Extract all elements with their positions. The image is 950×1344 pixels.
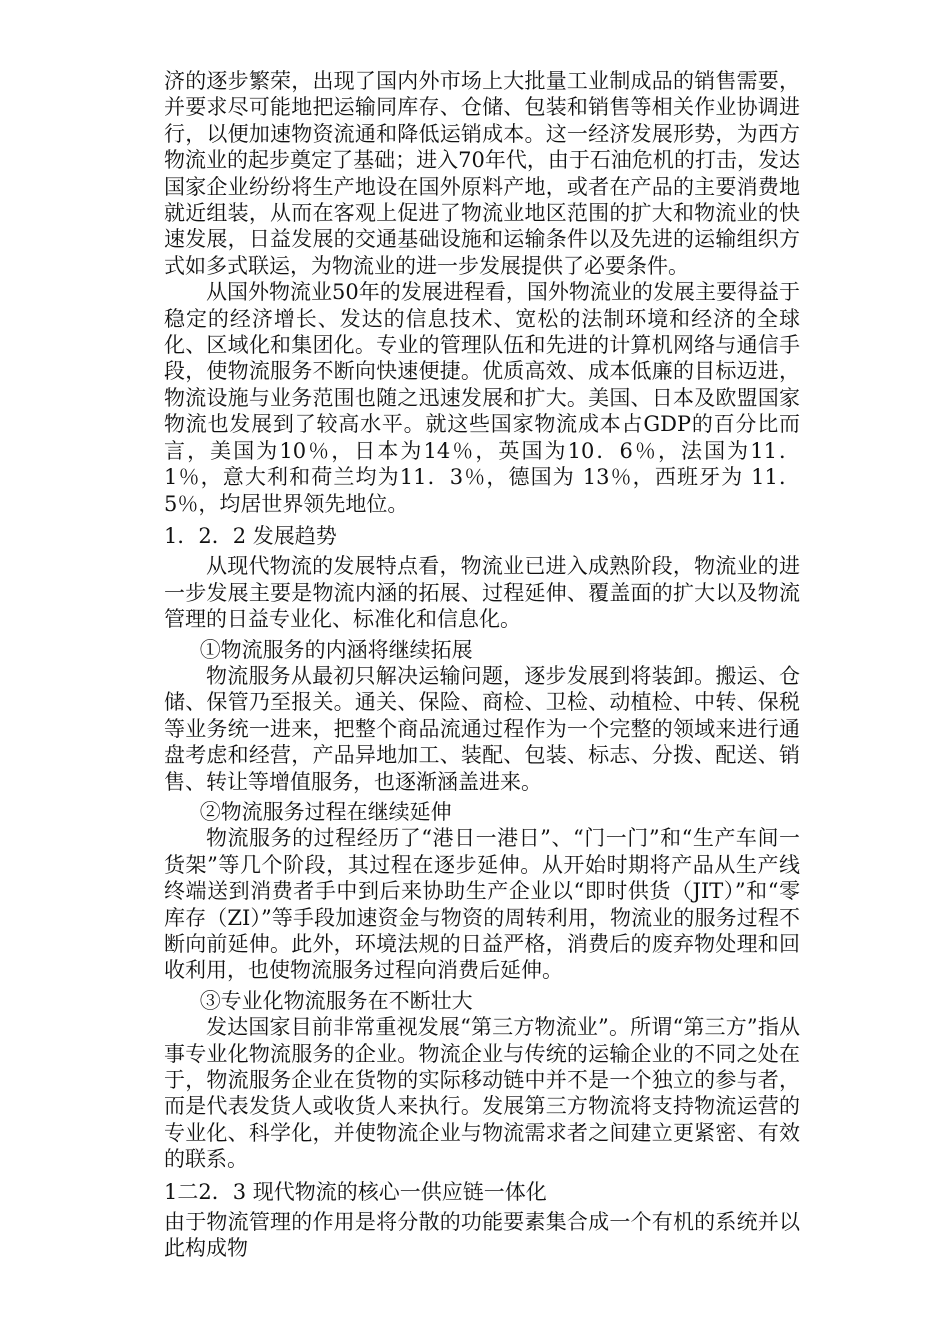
document-page bbox=[164, 68, 800, 1262]
subheading-specialized-services-growth: ③专业化物流服务在不断壮大 bbox=[199, 988, 473, 1013]
paragraph-service-process: 物流服务的过程经历了“港日一港日”、“门一门”和“生产车间一货架”等几个阶段，其过程在逐步延伸。从开始时期将产品从生产线终端送到消费者手中到后来协助生产企业以“即时供货（JIT）”和“零库存（ZI）”等手段加速资金与物资的周转利用，物流业的服务过程不断向前延伸。此外，环境法规的日益严格，消费后的废弃物处理和回收利用，也使物流服务过程向消费后延伸。 bbox=[164, 826, 800, 983]
paragraph-supply-chain-intro: 由于物流管理的作用是将分散的功能要素集合成一个有机的系统并以此构成物 bbox=[164, 1210, 800, 1261]
paragraph-third-party-logistics: 发达国家目前非常重视发展“第三方物流业”。所谓“第三方”指从事专业化物流服务的企业。物流企业与传统的运输企业的不同之处在于，物流服务企业在货物的实际移动链中并不是一个独立的参与者，而是代表发货人或收货人来执行。发展第三方物流将支持物流运营的专业化、科学化，并使物流企业与物流需求者之间建立更紧密、有效的联系。 bbox=[164, 1015, 800, 1172]
subheading-service-scope-expansion: ①物流服务的内涵将继续拓展 bbox=[199, 637, 473, 662]
section-heading-development-trend: 1．2．2 发展趋势 bbox=[164, 523, 337, 548]
section-heading-supply-chain-integration: 1二2．3 现代物流的核心一供应链一体化 bbox=[164, 1179, 547, 1204]
paragraph-service-scope: 物流服务从最初只解决运输问题，逐步发展到将装卸。搬运、仓储、保管乃至报关。通关、保险、商检、卫检、动植检、中转、保税等业务统一进来，把整个商品流通过程作为一个完整的领域来进行通盘考虑和经营，产品异地加工、装配、包装、标志、分拨、配送、销售、转让等增值服务，也逐渐涵盖进来。 bbox=[164, 663, 800, 794]
paragraph-intro-continuation: 济的逐步繁荣，出现了国内外市场上大批量工业制成品的销售需要，并要求尽可能地把运输同库存、仓储、包装和销售等相关作业协调进行，以便加速物资流通和降低运销成本。这一经济发展形势，为西方物流业的起步奠定了基础；进入70年代，由于石油危机的打击，发达国家企业纷纷将生产地设在国外原料产地，或者在产品的主要消费地就近组装，从而在客观上促进了物流业地区范围的扩大和物流业的快速发展，日益发展的交通基础设施和运输条件以及先进的运输组织方式如多式联运，为物流业的进一步发展提供了必要条件。 bbox=[164, 69, 800, 278]
paragraph-foreign-logistics-development: 从国外物流业50年的发展进程看，国外物流业的发展主要得益于稳定的经济增长、发达的信息技术、宽松的法制环境和经济的全球化、区域化和集团化。专业的管理队伍和先进的计算机网络与通信手段，使物流服务不断向快速便捷。优质高效、成本低廉的目标迈进，物流设施与业务范围也随之迅速发展和扩大。美国、日本及欧盟国家物流也发展到了较高水平。就这些国家物流成本占GDP的百分比而言，美国为10％，日本为14％，英国为10．6％，法国为11．1％，意大利和荷兰均为11．3％，德国为 13％，西班牙为 11．5％，均居世界领先地位。 bbox=[164, 280, 800, 516]
paragraph-trend-overview: 从现代物流的发展特点看，物流业已进入成熟阶段，物流业的进一步发展主要是物流内涵的拓展、过程延伸、覆盖面的扩大以及物流管理的日益专业化、标准化和信息化。 bbox=[164, 554, 800, 632]
subheading-service-process-extension: ②物流服务过程在继续延伸 bbox=[199, 799, 452, 824]
